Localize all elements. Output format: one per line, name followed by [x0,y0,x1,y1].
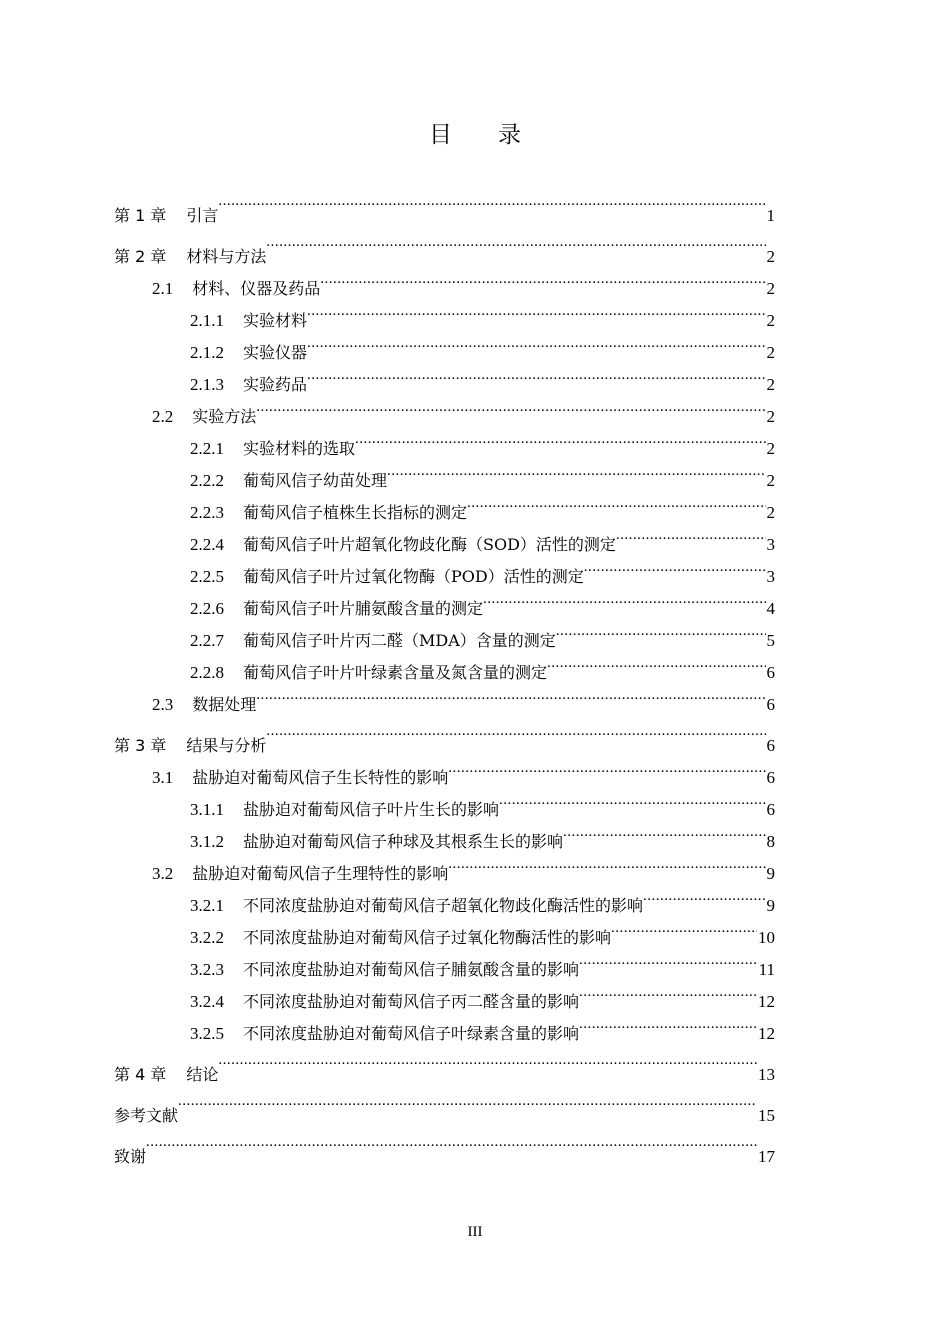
dot-leader [483,582,765,614]
toc-entry-title: 数据处理 [192,695,257,714]
toc-entry-number: 3.2.5 [190,1024,224,1043]
toc-entry-page: 6 [766,736,775,755]
dot-leader [178,1080,757,1121]
toc-entry-page: 2 [766,375,775,394]
toc-entry-title: 实验仪器 [243,343,308,362]
toc-entry-page: 10 [758,928,775,947]
toc-entry-title: 结果与分析 [186,736,267,755]
dot-leader [611,911,757,943]
toc-entry-page: 4 [766,599,775,618]
toc-entry-title: 葡萄风信子幼苗处理 [243,471,388,490]
toc-entry-page: 13 [758,1065,775,1084]
toc-entry-title: 致谢 [114,1147,147,1166]
toc-entry-page: 2 [766,471,775,490]
dot-leader [579,1007,757,1039]
dot-leader [547,646,765,678]
toc-entry-number: 3.1.1 [190,800,224,819]
toc-entry-title: 不同浓度盐胁迫对葡萄风信子脯氨酸含量的影响 [243,960,580,979]
toc-entry-title: 实验材料的选取 [243,439,356,458]
toc-entry-title: 葡萄风信子叶片超氧化物歧化酶（SOD）活性的测定 [243,535,616,554]
toc-entry-page: 9 [766,896,775,915]
toc-entry-page: 6 [766,695,775,714]
toc-entry-number: 第 4 章 [114,1065,167,1084]
toc-entry-number: 2.2.8 [190,663,224,682]
toc-entry-number: 3.2.2 [190,928,224,947]
toc-entry-page: 12 [758,992,775,1011]
toc-entry-title: 盐胁迫对葡萄风信子生理特性的影响 [192,864,449,883]
toc-entry-number: 2.2 [152,407,174,426]
toc-entry-title: 葡萄风信子叶片丙二醛（MDA）含量的测定 [243,631,556,650]
dot-leader [146,1121,757,1162]
toc-entry-title: 不同浓度盐胁迫对葡萄风信子过氧化物酶活性的影响 [243,928,612,947]
toc-entry-title: 实验方法 [192,407,257,426]
toc-entry-number: 第 2 章 [114,247,167,266]
toc-entry-title: 盐胁迫对葡萄风信子叶片生长的影响 [243,800,500,819]
toc-entry-number: 2.2.5 [190,567,224,586]
toc-entry-page: 9 [766,864,775,883]
toc-entry-page: 15 [758,1106,775,1125]
toc-entry-number: 2.2.3 [190,503,224,522]
dot-leader [266,221,765,262]
dot-leader [499,783,765,815]
dot-leader [256,390,765,422]
toc-entry-title: 葡萄风信子叶片脯氨酸含量的测定 [243,599,484,618]
toc-entry-number: 2.2.2 [190,471,224,490]
toc-entry-page: 2 [766,343,775,362]
toc-entry-page: 5 [766,631,775,650]
toc-entry-number: 第 1 章 [114,206,167,225]
dot-leader [218,180,765,221]
toc-entry-page: 17 [758,1147,775,1166]
toc-entry-title: 材料、仪器及药品 [192,279,321,298]
table-of-contents [114,180,775,1166]
toc-entry-number: 2.1.2 [190,343,224,362]
toc-entry-title: 材料与方法 [186,247,267,266]
toc-entry-number: 3.2.4 [190,992,224,1011]
toc-entry-page: 8 [766,832,775,851]
toc-entry-page: 2 [766,503,775,522]
toc-entry-page: 3 [766,567,775,586]
toc-entry-page: 2 [766,439,775,458]
dot-leader [563,815,765,847]
toc-entry-page: 6 [766,768,775,787]
toc-entry-page: 2 [766,311,775,330]
dot-leader [266,710,765,751]
toc-entry-page: 1 [766,206,775,225]
toc-entry-number: 3.2 [152,864,174,883]
toc-entry-number: 3.2.3 [190,960,224,979]
toc-entry-page: 6 [766,800,775,819]
dot-leader [616,518,766,550]
dot-leader [256,678,765,710]
dot-leader [320,262,765,294]
dot-leader [448,751,765,783]
toc-entry-title: 不同浓度盐胁迫对葡萄风信子丙二醛含量的影响 [243,992,580,1011]
toc-entry-page: 2 [766,247,775,266]
toc-entry-number: 2.1 [152,279,174,298]
dot-leader [387,454,765,486]
dot-leader [307,294,765,326]
dot-leader [218,1039,757,1080]
toc-entry-page: 3 [766,535,775,554]
toc-entry-title: 葡萄风信子叶片叶绿素含量及氮含量的测定 [243,663,548,682]
dot-leader [579,975,757,1007]
toc-entry-number: 2.1.1 [190,311,224,330]
toc-entry-title: 不同浓度盐胁迫对葡萄风信子叶绿素含量的影响 [243,1024,580,1043]
toc-entry-page: 2 [766,279,775,298]
toc-entry-number: 3.1.2 [190,832,224,851]
toc-entry-number: 2.3 [152,695,174,714]
toc-entry-page: 11 [758,960,775,979]
dot-leader [307,358,765,390]
toc-title [0,116,950,149]
toc-entry-title: 引言 [186,206,219,225]
toc-entry-page: 2 [766,407,775,426]
toc-entry-number: 2.2.4 [190,535,224,554]
dot-leader [448,847,765,879]
toc-entry-title: 不同浓度盐胁迫对葡萄风信子超氧化物歧化酶活性的影响 [243,896,644,915]
toc-entry-title: 葡萄风信子叶片过氧化物酶（POD）活性的测定 [243,567,584,586]
toc-entry-title: 实验药品 [243,375,308,394]
toc-entry-title: 参考文献 [114,1106,179,1125]
dot-leader [643,879,765,911]
toc-entry-number: 第 3 章 [114,736,167,755]
toc-title-part1: 目 [429,122,452,148]
dot-leader [467,486,765,518]
dot-leader [556,614,766,646]
toc-entry-title: 实验材料 [243,311,308,330]
toc-entry-number: 2.1.3 [190,375,224,394]
toc-entry[interactable] [114,180,775,225]
toc-entry-page: 6 [766,663,775,682]
toc-entry[interactable] [114,1080,775,1125]
toc-entry-number: 2.2.7 [190,631,224,650]
toc-entry-title: 葡萄风信子植株生长指标的测定 [243,503,468,522]
dot-leader [307,326,765,358]
toc-entry-title: 盐胁迫对葡萄风信子种球及其根系生长的影响 [243,832,564,851]
toc-entry-number: 3.1 [152,768,174,787]
dot-leader [355,422,765,454]
page-number: III [467,1224,483,1240]
toc-entry-number: 3.2.1 [190,896,224,915]
toc-title-part2: 录 [498,122,521,148]
toc-entry-title: 盐胁迫对葡萄风信子生长特性的影响 [192,768,449,787]
toc-entry-page: 12 [758,1024,775,1043]
toc-entry-number: 2.2.6 [190,599,224,618]
dot-leader [579,943,758,975]
toc-entry[interactable] [114,1121,775,1166]
toc-entry-title: 结论 [186,1065,219,1084]
toc-entry-number: 2.2.1 [190,439,224,458]
dot-leader [584,550,766,582]
